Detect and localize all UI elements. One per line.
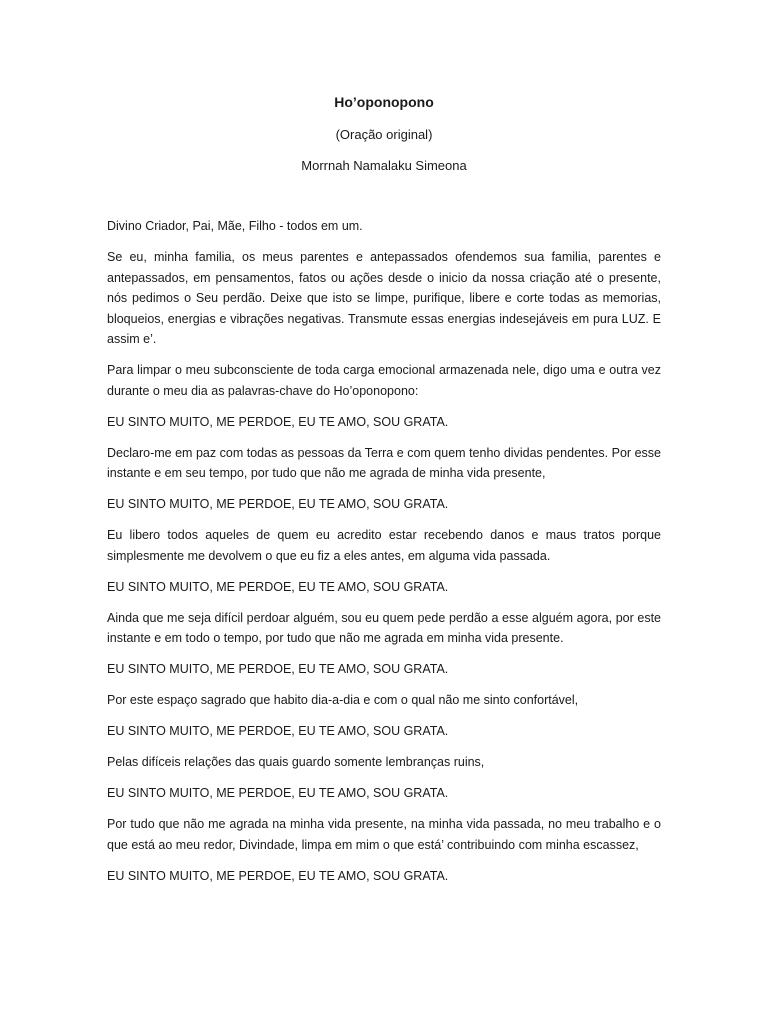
paragraph-forgiveness-request: Se eu, minha familia, os meus parentes e antepassados ofendemos sua familia, parentes e antepassados, em pensamentos, fatos ou ações desde o inicio da nossa criação até o presente, nós pedimos o Seu perdão. Deixe que isto se limpe, purifique, libere e corte todas as memorias, bloqueios, energias e vibrações negativas. Transmute essas energias indesejáveis em pura LUZ. E assim e’. <box>107 250 661 346</box>
paragraph-pardon: Ainda que me seja difícil perdoar alguém, sou eu quem pede perdão a esse alguém agora, por este instante e em todo o tempo, por tudo que não me agrada em minha vida presente. <box>107 610 661 645</box>
mantra-line: EU SINTO MUITO, ME PERDOE, EU TE AMO, SOU GRATA. <box>107 868 449 883</box>
mantra-line: EU SINTO MUITO, ME PERDOE, EU TE AMO, SOU GRATA. <box>107 662 449 676</box>
mantra-line: EU SINTO MUITO, ME PERDOE, EU TE AMO, SOU GRATA. <box>107 414 449 429</box>
mantra-line: EU SINTO MUITO, ME PERDOE, EU TE AMO, SOU GRATA. <box>107 579 449 594</box>
paragraph-sacred-space: Por este espaço sagrado que habito dia-a-dia e com o qual não me sinto confortável, <box>107 693 579 707</box>
mantra-line: EU SINTO MUITO, ME PERDOE, EU TE AMO, SOU GRATA. <box>107 497 449 511</box>
paragraph-relations: Pelas difíceis relações das quais guardo somente lembranças ruins, <box>107 755 485 769</box>
paragraph-scarcity: Por tudo que não me agrada na minha vida presente, na minha vida passada, no meu trabalho e o que está ao meu redor, Divindade, limpa em mim o que está’ contribuindo com minha escassez, <box>107 817 661 852</box>
mantra-line: EU SINTO MUITO, ME PERDOE, EU TE AMO, SOU GRATA. <box>107 724 449 738</box>
paragraph-peace: Declaro-me em paz com todas as pessoas da Terra e com quem tenho dividas pendentes. Por esse instante e em seu tempo, por tudo que não me agrada de minha vida presente, <box>107 445 661 480</box>
document-subtitle: (Oração original) <box>335 127 433 142</box>
paragraph-release: Eu libero todos aqueles de quem eu acredito estar recebendo danos e maus tratos porque simplesmente me devolvem o que eu fiz a eles antes, em alguma vida passada. <box>107 528 661 563</box>
document-body <box>107 216 661 886</box>
document-title: Ho’oponopono <box>334 94 434 110</box>
document-page <box>107 92 661 897</box>
mantra-line: EU SINTO MUITO, ME PERDOE, EU TE AMO, SOU GRATA. <box>107 786 449 800</box>
paragraph-subconscious: Para limpar o meu subconsciente de toda carga emocional armazenada nele, digo uma e outra vez durante o meu dia as palavras-chave do Ho’oponopono: <box>107 363 661 398</box>
document-author: Morrnah Namalaku Simeona <box>301 158 467 173</box>
paragraph-invocation: Divino Criador, Pai, Mãe, Filho - todos em um. <box>107 219 363 233</box>
